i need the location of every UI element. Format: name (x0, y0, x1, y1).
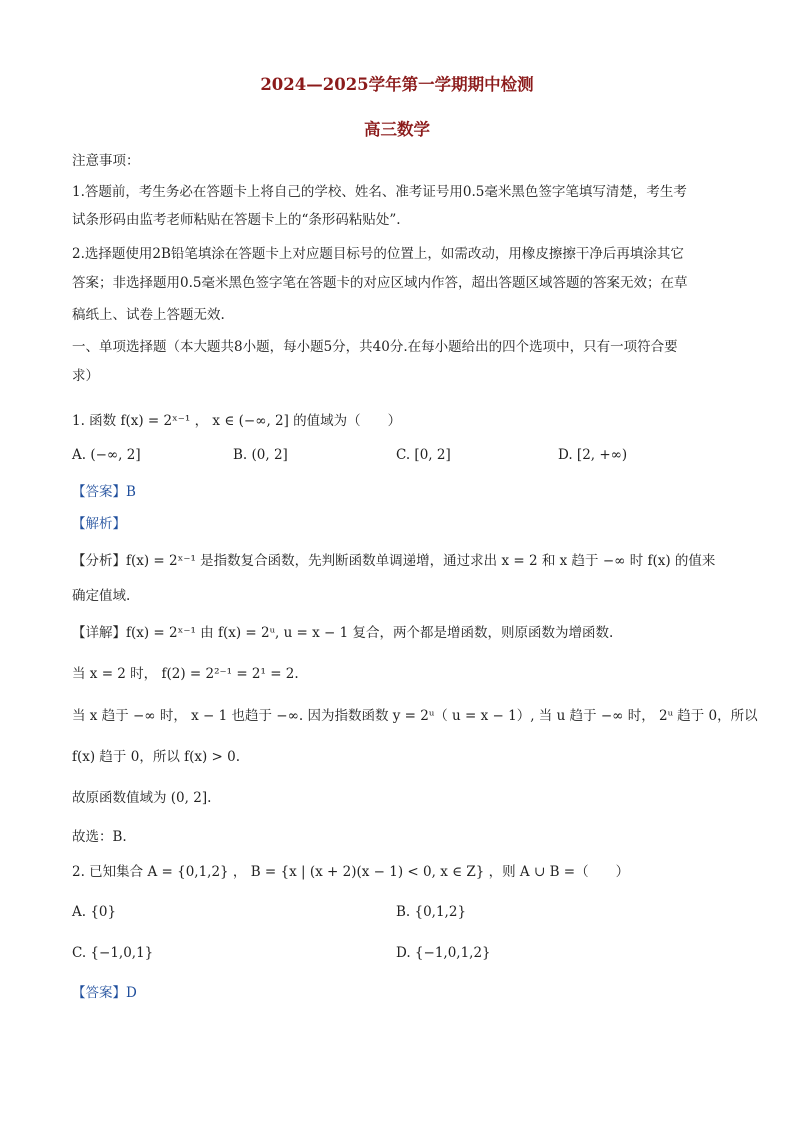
question-1-stem: 1. 函数 f(x) = 2ˣ⁻¹ ， x ∈ (−∞, 2] 的值域为（ ） (72, 413, 402, 429)
q1-fenxi-line-1: 【分析】f(x) = 2ˣ⁻¹ 是指数复合函数，先判断函数单调递增，通过求出 x = 2 和 x 趋于 −∞ 时 f(x) 的值来 (72, 553, 716, 569)
q1-detail-line-2: 当 x = 2 时， f(2) = 2²⁻¹ = 2¹ = 2. (72, 666, 299, 682)
q1-detail-line-3: 当 x 趋于 −∞ 时， x − 1 也趋于 −∞. 因为指数函数 y = 2ᵘ（ u = x − 1）, 当 u 趋于 −∞ 时， 2ᵘ 趋于 0，所以 (72, 708, 758, 724)
exam-subtitle: 高三数学 (364, 120, 430, 139)
q1-analysis-label: 【解析】 (72, 516, 126, 532)
q2-option-c: C. {−1,0,1} (72, 945, 154, 961)
q1-option-a: A. (−∞, 2] (72, 447, 141, 463)
section-1-heading-line-2: 求） (72, 368, 99, 384)
notice-item-2-line-1: 2.选择题使用2B铅笔填涂在答题卡上对应题目标号的位置上，如需改动，用橡皮擦擦干净后再填涂其它 (72, 246, 684, 262)
q1-option-c: C. [0, 2] (396, 447, 451, 463)
q2-option-d: D. {−1,0,1,2} (396, 945, 491, 961)
notice-item-1-line-2: 试条形码由监考老师粘贴在答题卡上的“条形码粘贴处”. (72, 212, 401, 228)
q1-detail-line-5: 故原函数值域为 (0, 2]. (72, 790, 212, 806)
q1-fenxi-line-2: 确定值域. (72, 588, 131, 604)
notice-item-2-line-2: 答案；非选择题用0.5毫米黑色签字笔在答题卡的对应区域内作答，超出答题区域答题的答案无效；在草 (72, 275, 688, 291)
q2-option-b: B. {0,1,2} (396, 904, 467, 920)
exam-title: 2024—2025学年第一学期期中检测 (260, 75, 534, 94)
q1-answer: 【答案】B (72, 484, 136, 500)
notice-item-1-line-1: 1.答题前，考生务必在答题卡上将自己的学校、姓名、准考证号用0.5毫米黑色签字笔填写清楚，考生考 (72, 184, 687, 200)
q1-option-d: D. [2, +∞) (558, 447, 628, 463)
notice-item-2-line-3: 稿纸上、试卷上答题无效. (72, 307, 225, 323)
q1-detail-line-4: f(x) 趋于 0，所以 f(x) > 0. (72, 749, 241, 765)
q1-detail-line-1: 【详解】f(x) = 2ˣ⁻¹ 由 f(x) = 2ᵘ, u = x − 1 复合，两个都是增函数，则原函数为增函数. (72, 625, 614, 641)
section-1-heading-line-1: 一、单项选择题（本大题共8小题，每小题5分，共40分.在每小题给出的四个选项中，只有一项符合要 (72, 339, 678, 355)
question-2-stem: 2. 已知集合 A = {0,1,2} ， B = {x | (x + 2)(x − 1) < 0, x ∈ Z} ，则 A ∪ B =（ ） (72, 864, 630, 880)
q2-option-a: A. {0} (72, 904, 117, 920)
q2-answer: 【答案】D (72, 985, 137, 1001)
q1-option-b: B. (0, 2] (233, 447, 288, 463)
notice-heading: 注意事项： (72, 153, 140, 169)
q1-choose: 故选：B. (72, 829, 127, 845)
